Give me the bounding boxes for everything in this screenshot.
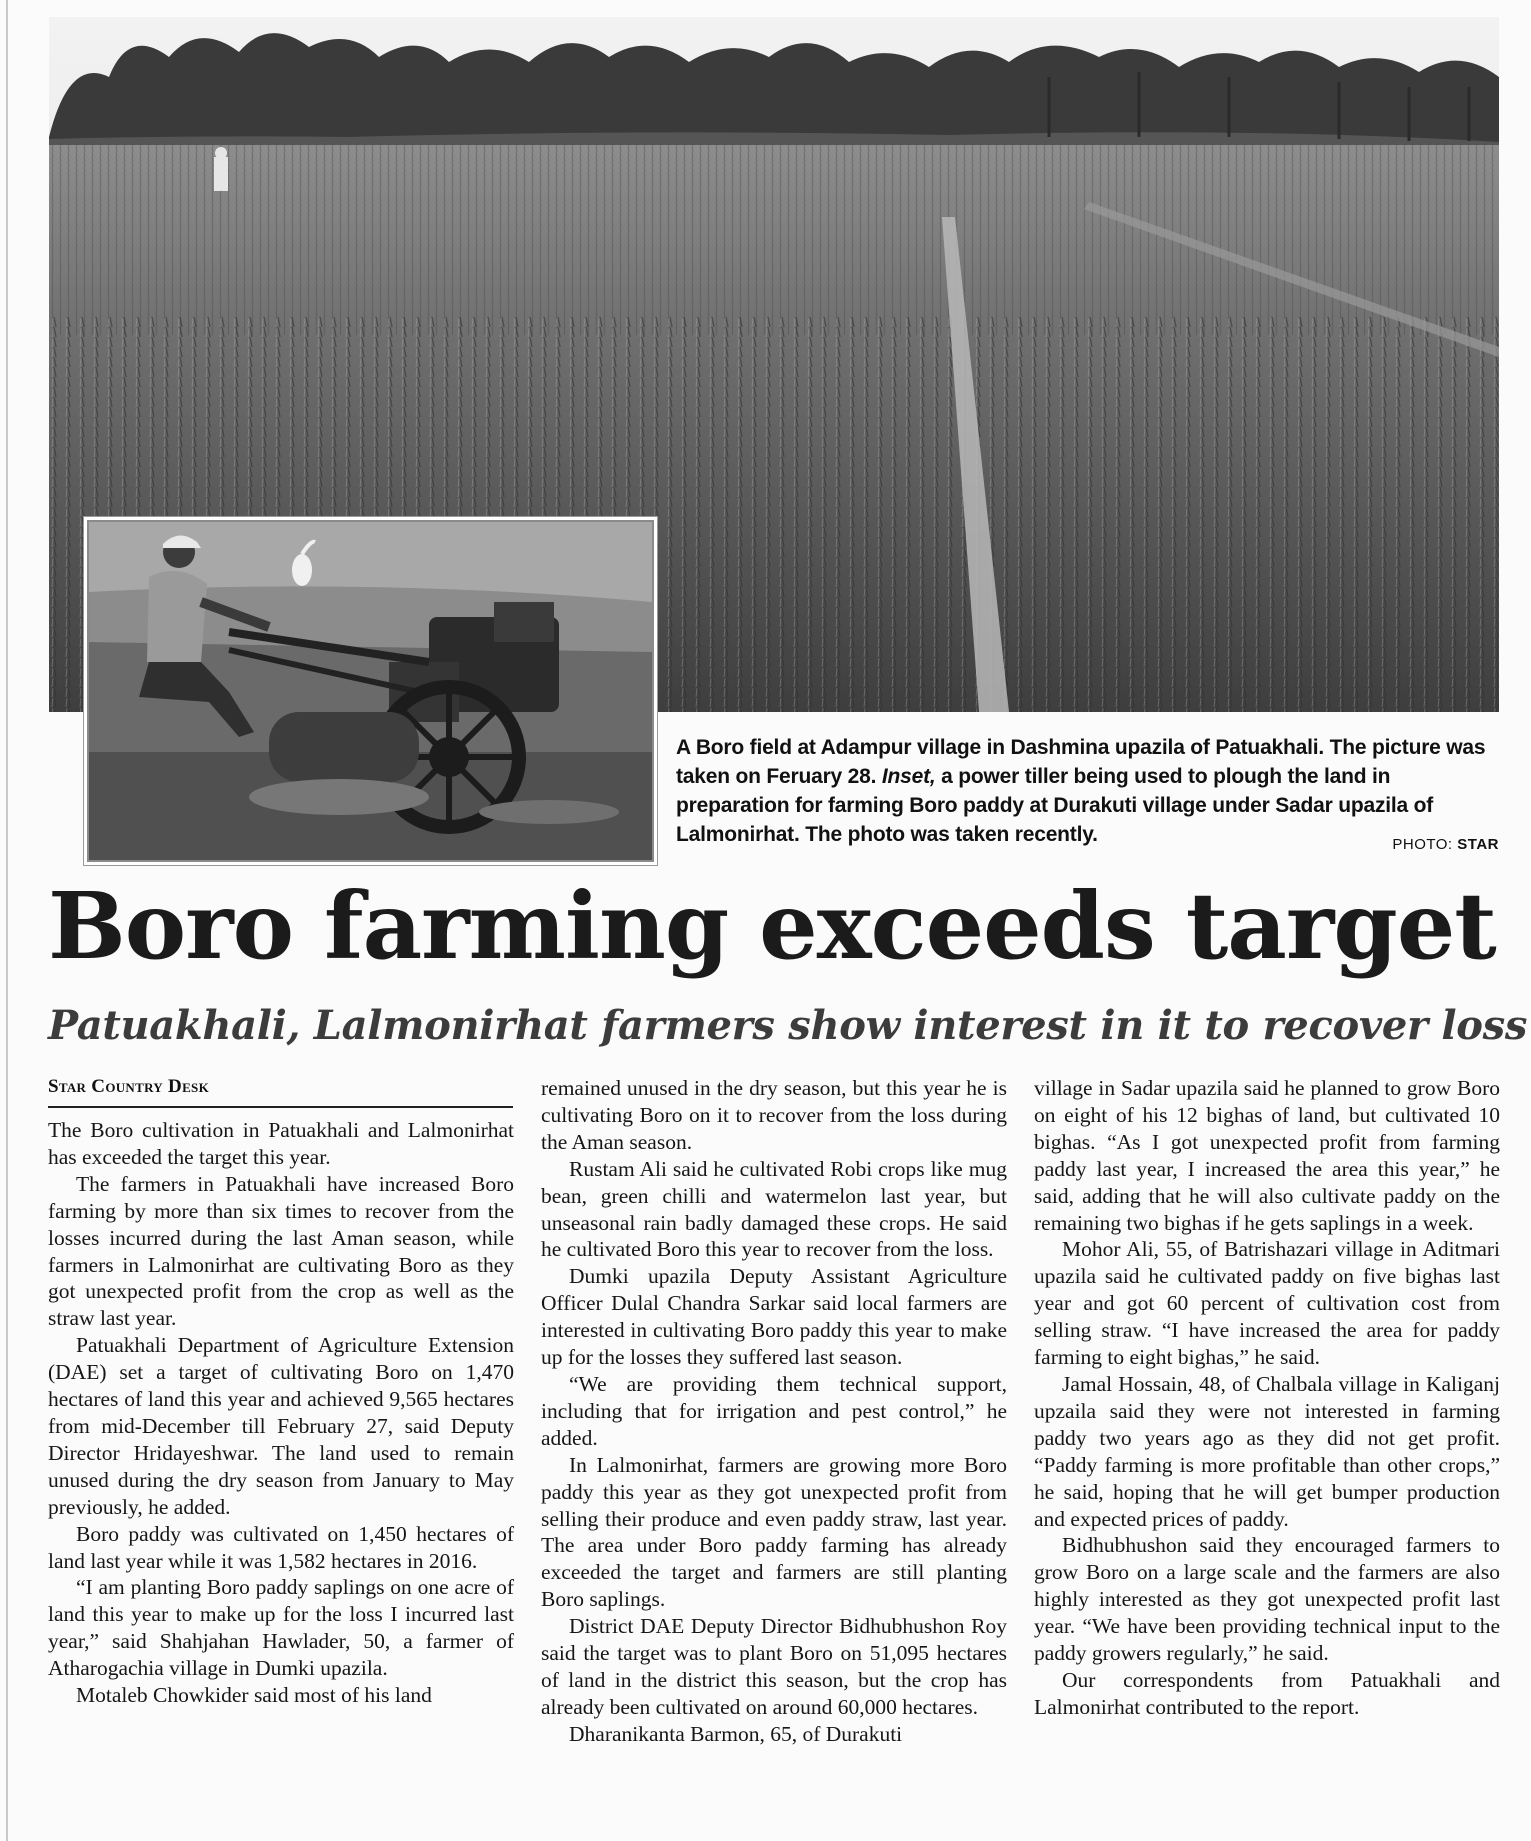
article-column-1 xyxy=(48,1117,514,1709)
power-tiller-illustration xyxy=(89,522,652,860)
article-subheadline: Patuakhali, Lalmonirhat farmers show interest in it to recover loss xyxy=(48,1002,1528,1049)
paragraph: Our correspondents from Patuakhali and Lalmonirhat contributed to the report. xyxy=(1034,1667,1500,1719)
paragraph: In Lalmonirhat, farmers are growing more Boro paddy this year as they got unexpected profit from selling their produce and even paddy straw, last year. The area under Boro paddy farming has already exceeded the target and farmers are still planting Boro saplings. xyxy=(541,1452,1007,1612)
paragraph: The Boro cultivation in Patuakhali and Lalmonirhat has exceeded the target this year. xyxy=(48,1118,514,1169)
paragraph: village in Sadar upazila said he planned to grow Boro on eight of his 12 bighas of land, but cultivated 10 bighas. “As I got unexpected profit from farming paddy last year, I increased the area this year,” he said, adding that he will also cultivate paddy on the remaining two bighas if he gets saplings in a week. xyxy=(1034,1076,1500,1235)
photo-credit xyxy=(1392,836,1499,853)
article-headline: Boro farming exceeds target xyxy=(48,872,1496,980)
paragraph: Bidhubhushon said they encouraged farmers to grow Boro on a large scale and the farmers are also highly interested as they got unexpected profit last year. “We have been providing technical input to the paddy growers regularly,” he said. xyxy=(1034,1533,1500,1666)
article-column-3 xyxy=(1034,1075,1500,1721)
photo-credit-name: STAR xyxy=(1457,836,1499,853)
page-edge-rule xyxy=(6,0,8,1841)
paragraph: Jamal Hossain, 48, of Chalbala village in Kaliganj upzaila said they were not interested in farming paddy two years ago as they did not get profit. “Paddy farming is more profitable than other crops,” he said, hoping that he will get bumper production and expected prices of paddy. xyxy=(1034,1371,1500,1531)
paragraph: Dharanikanta Barmon, 65, of Durakuti xyxy=(569,1721,903,1746)
paragraph: “I am planting Boro paddy saplings on one acre of land this year to make up for the loss I incurred last year,” said Shahjahan Hawlader, 50, a farmer of Atharogachia village in Dumki upazila. xyxy=(48,1575,514,1681)
photo-credit-prefix: PHOTO: xyxy=(1392,836,1453,853)
paragraph: Boro paddy was cultivated on 1,450 hectares of land last year while it was 1,582 hectares in 2016. xyxy=(48,1521,514,1573)
paragraph: Patuakhali Department of Agriculture Extension (DAE) set a target of cultivating Boro on 1,470 hectares of land this year and achieved 9,565 hectares from mid-December till February 27, said Deputy Director Hridayeshwar. The land used to remain unused during the dry season from January to May previously, he added. xyxy=(48,1333,514,1519)
paragraph: remained unused in the dry season, but this year he is cultivating Boro on it to recover from the loss during the Aman season. xyxy=(541,1076,1007,1154)
article-column-2 xyxy=(541,1075,1007,1748)
paragraph: Motaleb Chowkider said most of his land xyxy=(76,1683,432,1708)
caption-text-part-1: A Boro field at Adampur village in Dashmina upazila of Patuakhali. The picture was taken on Feruary 28. xyxy=(676,736,1486,788)
photo-caption xyxy=(676,733,1491,849)
caption-text-part-2: a power tiller being used to plough the land in preparation for farming Boro paddy at Durakuti village under Sadar upazila of Lalmonirhat. The photo was taken recently. xyxy=(676,765,1434,846)
byline-rule xyxy=(48,1106,513,1108)
paragraph: Mohor Ali, 55, of Batrishazari village in Aditmari upazila said he cultivated paddy on five bighas last year and got 60 percent of cultivation cost from selling straw. “I have increased the area for paddy farming to eight bighas,” he said. xyxy=(1034,1237,1500,1370)
byline: Star Country Desk xyxy=(48,1076,209,1097)
paragraph: “We are providing them technical support, including that for irrigation and pest control,” he added. xyxy=(541,1371,1007,1450)
paragraph: Dumki upazila Deputy Assistant Agriculture Officer Dulal Chandra Sarkar said local farmers are interested in cultivating Boro paddy this year to make up for the losses they suffered last season. xyxy=(541,1264,1007,1370)
paragraph: Rustam Ali said he cultivated Robi crops like mug bean, green chilli and watermelon last year, but unseasonal rain badly damaged these crops. He said he cultivated Boro this year to recover from the loss. xyxy=(541,1156,1007,1262)
paragraph: District DAE Deputy Director Bidhubhushon Roy said the target was to plant Boro on 51,095 hectares of land in the district this season, but the crop has already been cultivated on around 60,000 hectares. xyxy=(541,1614,1007,1719)
inset-photo-power-tiller xyxy=(87,520,654,862)
caption-inset-word: Inset, xyxy=(881,765,936,788)
paragraph: The farmers in Patuakhali have increased Boro farming by more than six times to recover from the losses incurred during the last Aman season, while farmers in Lalmonirhat are cultivating Boro as they got unexpected profit from the crop as well as the straw last year. xyxy=(48,1171,514,1331)
